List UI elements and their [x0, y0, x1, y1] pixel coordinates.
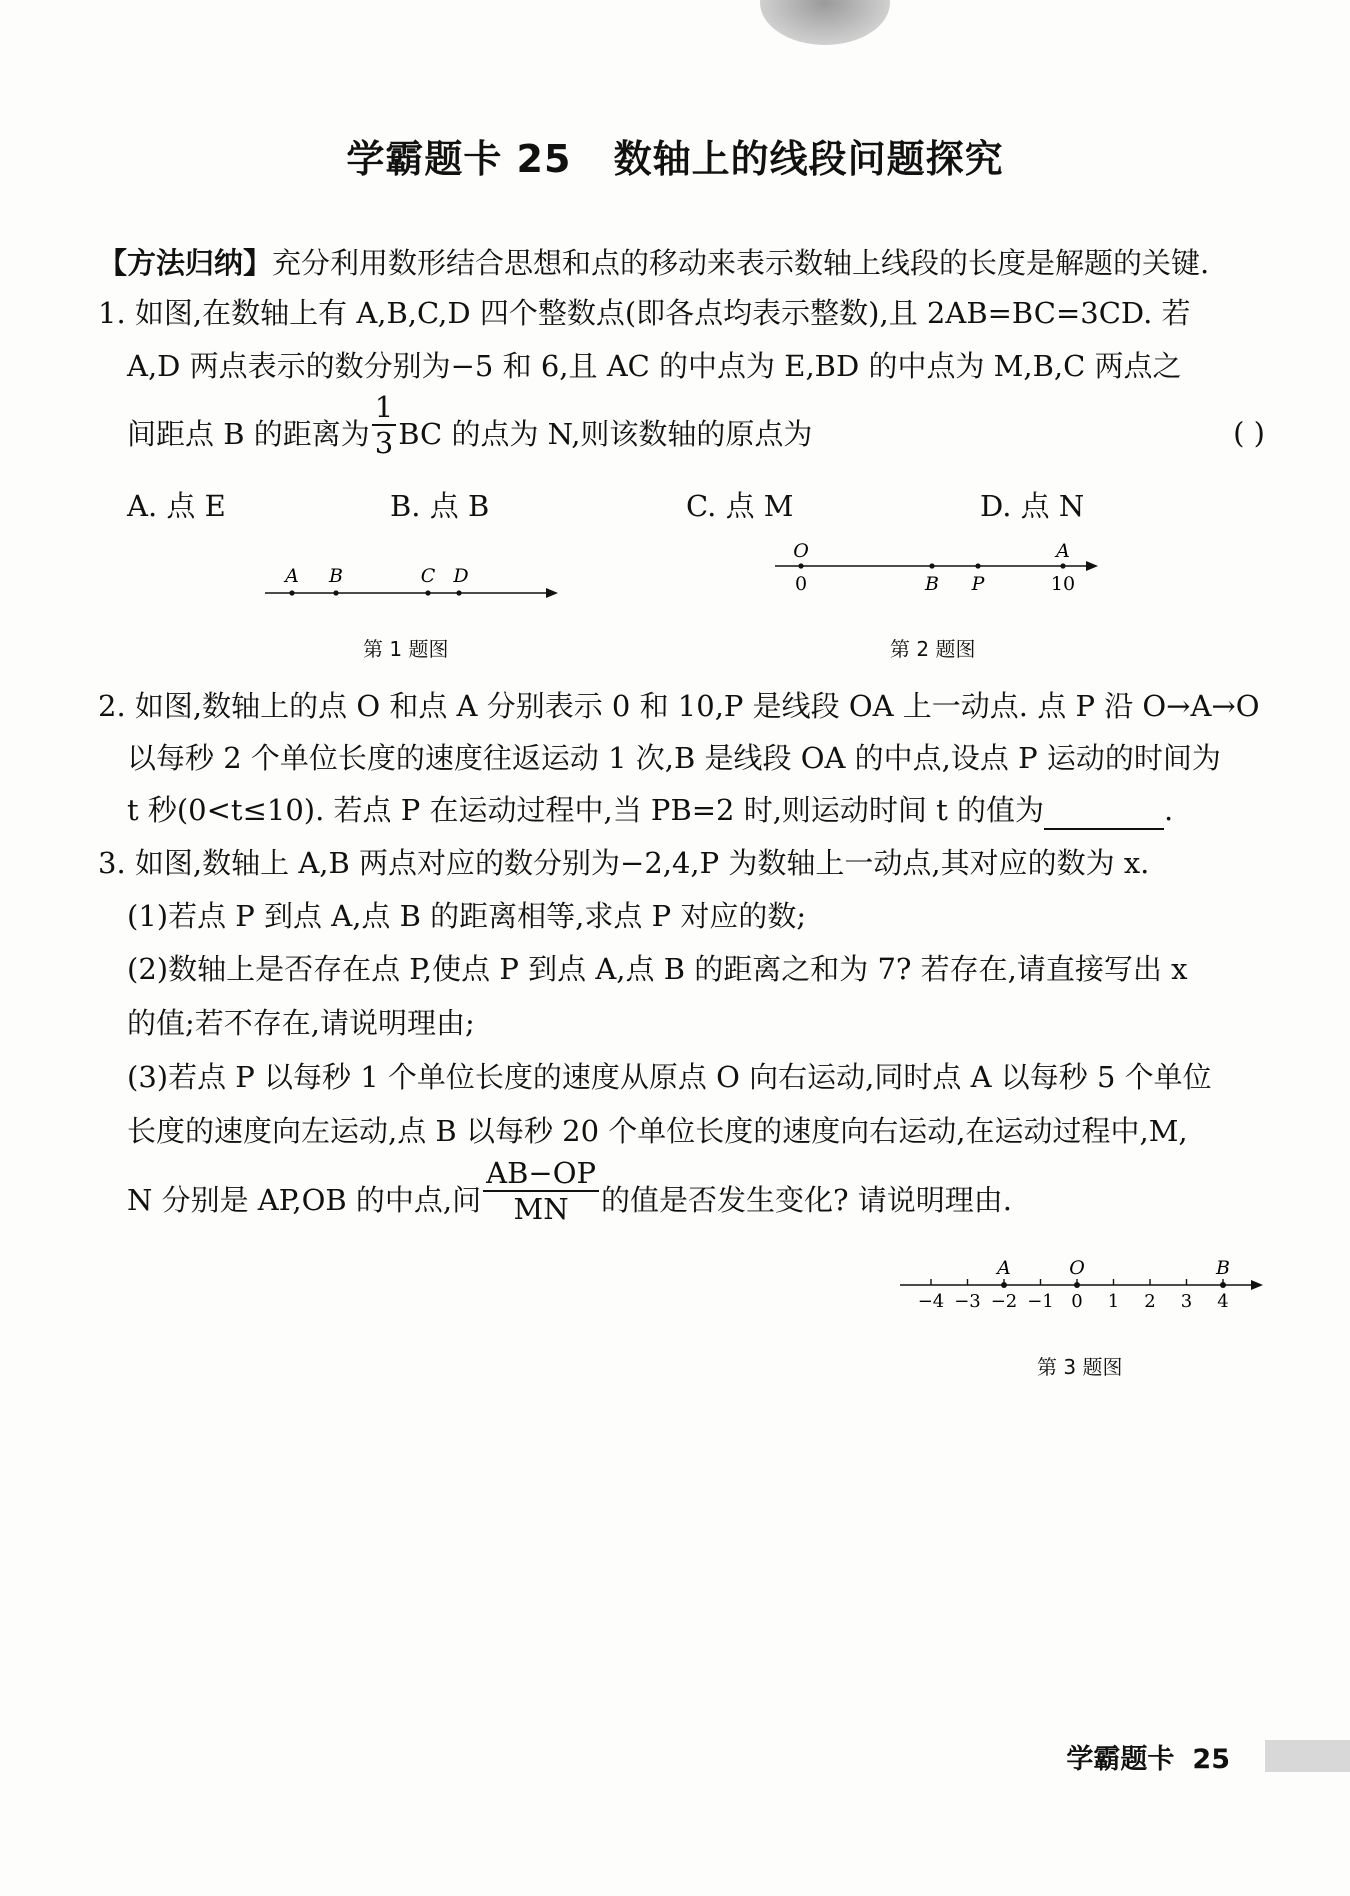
fig1-point-a — [289, 590, 294, 595]
q1-fraction — [372, 390, 396, 460]
fig2-caption: 第 2 题图 — [890, 637, 976, 661]
q2-line1: 2. 如图,数轴上的点 O 和点 A 分别表示 0 和 10,P 是线段 OA 上一动点. 点 P 沿 O→A→O — [98, 689, 1260, 723]
fig3-number-line — [895, 1255, 1275, 1317]
q3-part2-line2: 的值;若不存在,请说明理由; — [127, 1006, 475, 1040]
fig2-point-a — [1060, 563, 1065, 568]
footer-label: 学霸题卡 — [1066, 1744, 1175, 1775]
fig3-point-a — [1001, 1282, 1007, 1288]
fig3-caption: 第 3 题图 — [1037, 1355, 1123, 1379]
fig1-label-c: C — [420, 565, 436, 587]
fig1-point-c — [425, 590, 430, 595]
q1-line2: A,D 两点表示的数分别为−5 和 6,且 AC 的中点为 E,BD 的中点为 M,B,C 两点之 — [127, 349, 1182, 383]
method-text: 充分利用数形结合思想和点的移动来表示数轴上线段的长度是解题的关键. — [272, 246, 1210, 280]
fig2-number-line — [770, 538, 1110, 608]
title-topic: 数轴上的线段问题探究 — [613, 137, 1004, 181]
fig3-tick-label: 0 — [1071, 1291, 1083, 1312]
q3-part3-line2: 长度的速度向左运动,点 B 以每秒 20 个单位长度的速度向右运动,在运动过程中,M, — [127, 1114, 1188, 1148]
fig3-point-b — [1220, 1282, 1226, 1288]
q1-frac-den: 3 — [374, 426, 394, 460]
page-number: 25 — [1192, 1744, 1230, 1775]
q1-answer-paren: ( ) — [1233, 416, 1265, 450]
q1-line3-pre: 间距点 B 的距离为 — [127, 417, 370, 451]
fig2-label-a: A — [1056, 540, 1070, 562]
q1-option-d: D. 点 N — [980, 489, 1085, 523]
q1-line1: 1. 如图,在数轴上有 A,B,C,D 四个整数点(即各点均表示整数),且 2AB=BC=3CD. 若 — [98, 296, 1191, 330]
fig2-tick-0: 0 — [794, 573, 808, 595]
fig2-label-p: P — [971, 573, 985, 595]
q1-option-b: B. 点 B — [390, 489, 490, 523]
page-tab-decoration — [760, 0, 890, 45]
q2-line3-end: . — [1164, 793, 1174, 827]
q1-frac-num: 1 — [372, 390, 396, 426]
page-title — [0, 128, 1350, 183]
fig2-label-b: B — [925, 573, 939, 595]
footer-bar-decoration — [1265, 1740, 1350, 1772]
fig1-caption: 第 1 题图 — [363, 637, 449, 661]
fig3-tick-label: −2 — [990, 1291, 1018, 1312]
fig1-point-d — [456, 590, 461, 595]
method-tag: 【方法归纳】 — [98, 246, 273, 280]
fig3-tick-label: −3 — [954, 1291, 981, 1312]
q1-line3 — [127, 390, 1280, 460]
fig2-arrow — [1086, 561, 1098, 571]
fig3-tick-label: 4 — [1217, 1291, 1229, 1312]
fig1-arrow — [546, 588, 558, 598]
fig3-label-a: A — [997, 1257, 1011, 1279]
q2-line2: 以每秒 2 个单位长度的速度往返运动 1 次,B 是线段 OA 的中点,设点 P 运动的时间为 — [127, 741, 1221, 775]
q3-frac-num: AB−OP — [483, 1156, 599, 1192]
fig3-tick-label: −1 — [1027, 1291, 1054, 1312]
page-footer — [1066, 1737, 1230, 1776]
q1-option-c: C. 点 M — [686, 489, 794, 523]
fig3-arrow — [1251, 1280, 1263, 1290]
fig1-point-b — [333, 590, 338, 595]
method-summary — [98, 243, 1280, 283]
q3-frac-den: MN — [513, 1192, 569, 1226]
fig2-label-o: O — [793, 540, 809, 562]
q3-part3-line3 — [127, 1156, 1280, 1226]
q3-part2-line1: (2)数轴上是否存在点 P,使点 P 到点 A,点 B 的距离之和为 7? 若存在,请直接写出 x — [127, 952, 1188, 986]
fig3-tick-label: −4 — [917, 1291, 945, 1312]
fig1-number-line — [250, 560, 570, 610]
title-card-number: 学霸题卡 25 — [346, 137, 572, 181]
q3-line3-post: 的值是否发生变化? 请说明理由. — [600, 1183, 1012, 1217]
fig2-tick-10: 10 — [1050, 573, 1076, 595]
fig3-label-b: B — [1216, 1257, 1230, 1279]
q3-part3-line1: (3)若点 P 以每秒 1 个单位长度的速度从原点 O 向右运动,同时点 A 以每秒 5 个单位 — [127, 1060, 1212, 1094]
q2-line3-text: t 秒(0<t≤10). 若点 P 在运动过程中,当 PB=2 时,则运动时间 t 的值为 — [127, 793, 1045, 827]
q1-line3-post: BC 的点为 N,则该数轴的原点为 — [398, 417, 813, 451]
fig3-tick-label: 2 — [1144, 1291, 1156, 1312]
fig1-label-d: D — [453, 565, 469, 587]
q3-line1: 3. 如图,数轴上 A,B 两点对应的数分别为−2,4,P 为数轴上一动点,其对应的数为 x. — [98, 846, 1150, 880]
fig2-point-p — [975, 563, 980, 568]
q2-line3 — [127, 790, 1280, 830]
q3-fraction — [483, 1156, 599, 1226]
fig1-label-a: A — [285, 565, 299, 587]
fig1-label-b: B — [329, 565, 343, 587]
q3-line3-pre: N 分别是 AP,OB 的中点,问 — [127, 1183, 482, 1217]
fig2-point-b — [929, 563, 934, 568]
fig3-label-o: O — [1069, 1257, 1085, 1279]
fig3-tick-label: 3 — [1180, 1291, 1193, 1312]
fig3-tick-label: 1 — [1107, 1291, 1120, 1312]
q3-part1: (1)若点 P 到点 A,点 B 的距离相等,求点 P 对应的数; — [127, 899, 807, 933]
fig3-point-o — [1074, 1282, 1080, 1288]
q2-answer-blank — [1044, 798, 1164, 830]
q1-option-a: A. 点 E — [127, 489, 226, 523]
fig2-point-o — [798, 563, 803, 568]
